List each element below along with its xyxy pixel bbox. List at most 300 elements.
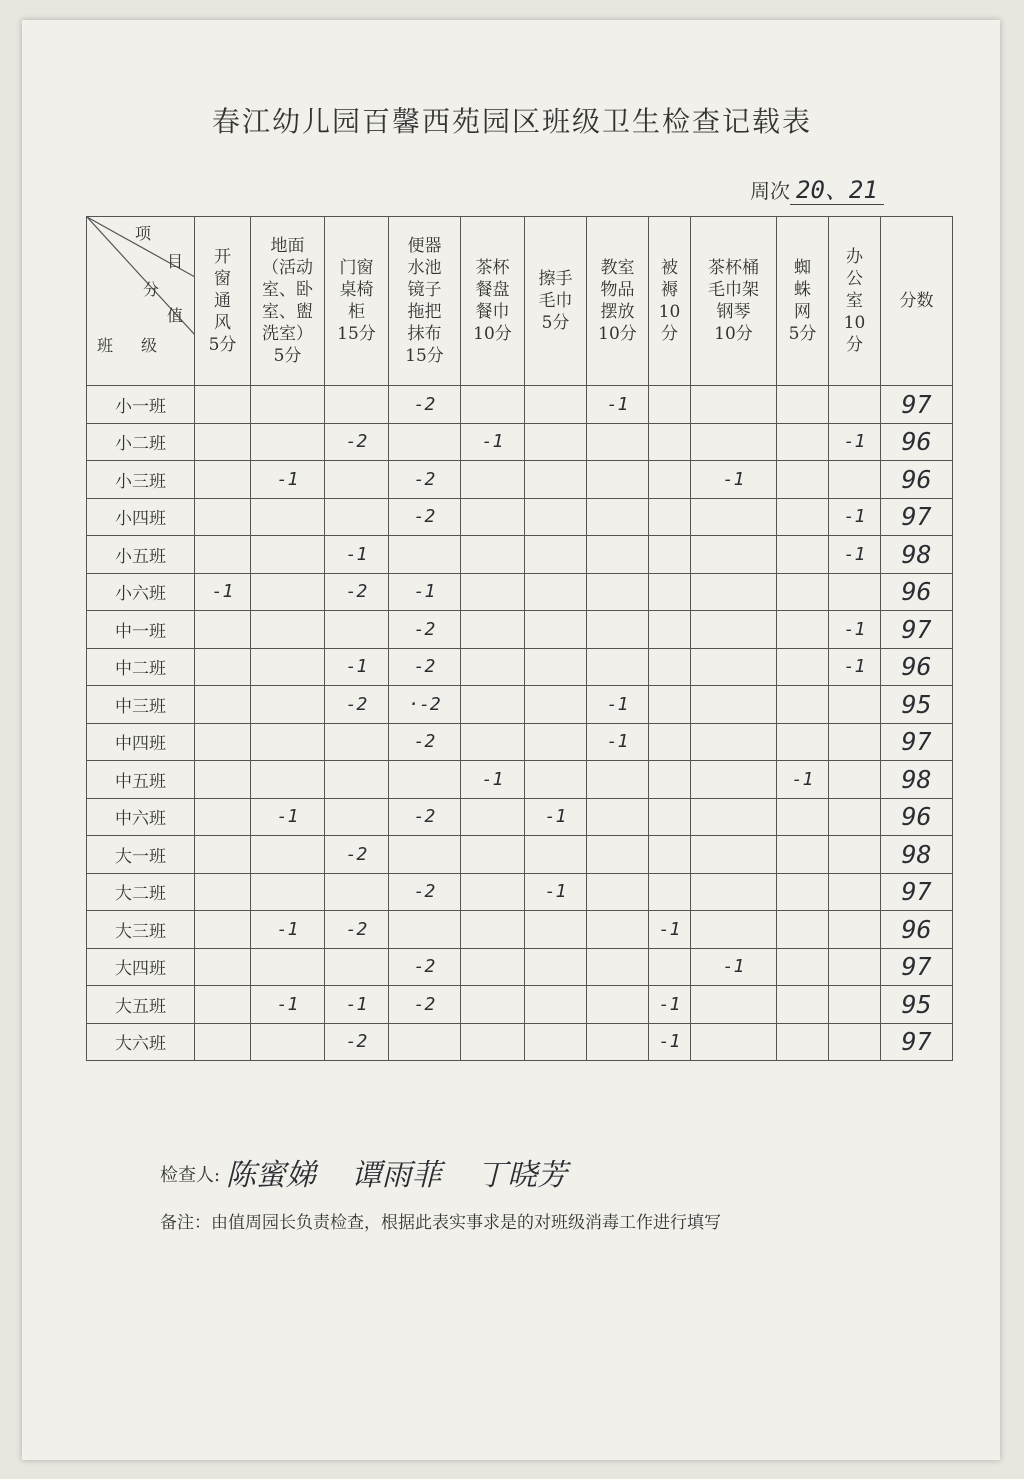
deduction-cell [777,498,829,536]
deduction-cell [691,611,777,649]
deduction-cell [389,836,461,874]
deduction-cell: -2 [325,911,389,949]
deduction-cell [251,873,325,911]
column-header-line: 洗室） [262,324,313,344]
deduction-cell [325,611,389,649]
column-header-line: 镜子 [407,280,442,300]
deduction-cell: -1 [325,986,389,1024]
deduction-cell: ·-2 [389,686,461,724]
deduction-cell: -2 [389,386,461,424]
deduction-cell: -2 [389,798,461,836]
deduction-cell [829,573,881,611]
deduction-cell: -2 [389,723,461,761]
deduction-cell [777,536,829,574]
class-name-cell: 中四班 [87,723,195,761]
class-name-cell: 小二班 [87,423,195,461]
deduction-cell [829,798,881,836]
deduction-cell: -2 [389,461,461,499]
score-cell: 96 [881,798,953,836]
deduction-cell [525,761,587,799]
deduction-cell [829,1023,881,1061]
deduction-cell [195,648,251,686]
score-cell: 96 [881,461,953,499]
column-header-line: 桌椅 [339,280,374,300]
column-header-line: 擦手 [538,269,573,289]
class-name-cell: 小六班 [87,573,195,611]
deduction-cell [649,836,691,874]
column-header-line: 窗 [214,269,231,289]
deduction-cell: -1 [325,648,389,686]
corner-ban: 班 [97,336,114,355]
score-cell: 96 [881,648,953,686]
deduction-cell [649,648,691,686]
deduction-cell [461,948,525,986]
deduction-cell [389,911,461,949]
score-cell: 97 [881,723,953,761]
corner-mu: 目 [167,252,184,271]
deduction-cell [195,723,251,761]
deduction-cell [195,461,251,499]
column-header-line: 分 [661,324,678,344]
deduction-cell: -1 [461,423,525,461]
deduction-cell: -2 [389,611,461,649]
deduction-cell: -2 [389,873,461,911]
remark-note: 备注：由值周园长负责检查，根据此表实事求是的对班级消毒工作进行填写 [160,1213,721,1233]
deduction-cell [691,498,777,536]
deduction-cell [195,836,251,874]
class-name-cell: 小四班 [87,498,195,536]
table-row [87,986,953,1024]
deduction-cell: -1 [587,386,649,424]
deduction-cell [829,911,881,949]
deduction-cell [777,1023,829,1061]
deduction-cell [587,761,649,799]
deduction-cell [251,648,325,686]
table-row [87,461,953,499]
deduction-cell [389,536,461,574]
score-cell: 96 [881,911,953,949]
deduction-cell [829,723,881,761]
class-name-cell: 中一班 [87,611,195,649]
deduction-cell [251,836,325,874]
deduction-cell [251,611,325,649]
week-field [750,170,884,205]
score-cell: 97 [881,948,953,986]
deduction-cell: -1 [587,723,649,761]
deduction-cell [649,611,691,649]
week-label: 周次 [750,179,790,203]
deduction-cell [691,423,777,461]
column-header-c9 [691,217,777,386]
score-cell: 95 [881,986,953,1024]
deduction-cell [691,986,777,1024]
column-header-c2 [251,217,325,386]
deduction-cell [461,986,525,1024]
deduction-cell [777,986,829,1024]
deduction-cell [829,986,881,1024]
column-header-line: 毛巾架 [708,280,759,300]
score-cell: 97 [881,1023,953,1061]
deduction-cell [691,386,777,424]
column-header-line: 5分 [788,324,817,344]
column-header-line: 5分 [208,335,237,355]
table-row [87,536,953,574]
deduction-cell [829,873,881,911]
deduction-cell [461,536,525,574]
deduction-cell: -1 [251,461,325,499]
deduction-cell [325,761,389,799]
column-header-line: 柜 [348,302,365,322]
table-row [87,911,953,949]
deduction-cell [691,686,777,724]
class-name-cell: 大三班 [87,911,195,949]
page-title: 春江幼儿园百馨西苑园区班级卫生检查记载表 [211,105,812,138]
deduction-cell [829,686,881,724]
table-row [87,423,953,461]
column-header-line: 分数 [899,291,934,311]
inspectors-label: 检查人: [160,1165,221,1186]
deduction-cell: -2 [325,836,389,874]
column-header-c8 [649,217,691,386]
column-header-line: 室 [846,291,863,311]
deduction-cell [587,498,649,536]
deduction-cell [461,1023,525,1061]
deduction-cell: -1 [649,986,691,1024]
deduction-cell [587,536,649,574]
deduction-cell [777,836,829,874]
deduction-cell: -2 [325,423,389,461]
deduction-cell: -1 [587,686,649,724]
deduction-cell [777,911,829,949]
deduction-cell [251,498,325,536]
deduction-cell [389,423,461,461]
deduction-cell [649,873,691,911]
deduction-cell [777,873,829,911]
table-row [87,873,953,911]
score-cell: 98 [881,836,953,874]
deduction-cell [389,761,461,799]
deduction-cell [587,423,649,461]
table-row [87,611,953,649]
deduction-cell: -1 [325,536,389,574]
deduction-cell [587,948,649,986]
column-header-line: 公 [846,269,863,289]
deduction-cell [195,423,251,461]
deduction-cell: -1 [649,911,691,949]
deduction-cell [691,648,777,686]
deduction-cell [649,498,691,536]
column-header-line: 餐盘 [475,280,510,300]
deduction-cell [829,386,881,424]
deduction-cell: -1 [829,648,881,686]
deduction-cell [195,386,251,424]
table-row [87,798,953,836]
deduction-cell [325,948,389,986]
column-header-line: 风 [214,313,231,333]
deduction-cell [195,686,251,724]
deduction-cell: -1 [829,423,881,461]
deduction-cell: -1 [251,911,325,949]
score-cell: 97 [881,386,953,424]
deduction-cell [649,948,691,986]
column-header-c10 [777,217,829,386]
deduction-cell: -1 [251,986,325,1024]
deduction-cell [251,1023,325,1061]
score-cell: 98 [881,536,953,574]
deduction-cell [829,836,881,874]
deduction-cell [461,723,525,761]
deduction-cell [525,911,587,949]
deduction-cell [649,536,691,574]
header-row [87,217,953,386]
deduction-cell [325,873,389,911]
column-header-line: 茶杯桶 [708,258,759,278]
column-header-line: 褥 [661,280,678,300]
class-name-cell: 小一班 [87,386,195,424]
deduction-cell [587,836,649,874]
deduction-cell [525,611,587,649]
deduction-cell [777,723,829,761]
deduction-cell: -1 [777,761,829,799]
deduction-cell [461,573,525,611]
class-name-cell: 中三班 [87,686,195,724]
deduction-cell [461,911,525,949]
column-header-line: 开 [214,247,231,267]
deduction-cell: -1 [829,536,881,574]
column-header-line: 门窗 [339,258,374,278]
deduction-cell [325,798,389,836]
deduction-cell: -2 [325,573,389,611]
deduction-cell [461,611,525,649]
deduction-cell [649,761,691,799]
deduction-cell [587,611,649,649]
deduction-cell [195,761,251,799]
deduction-cell [461,836,525,874]
deduction-cell: -2 [325,1023,389,1061]
deduction-cell [251,723,325,761]
deduction-cell [525,536,587,574]
deduction-cell [325,461,389,499]
column-header-line: 教室 [600,258,635,278]
class-name-cell: 大二班 [87,873,195,911]
deduction-cell [691,1023,777,1061]
deduction-cell [777,386,829,424]
column-header-line: 室、盥 [262,302,313,322]
deduction-cell: -1 [461,761,525,799]
column-header-line: 办 [846,247,863,267]
deduction-cell [325,723,389,761]
deduction-cell [777,948,829,986]
column-header-line: 10分 [473,324,512,344]
deduction-cell [777,423,829,461]
deduction-cell [691,798,777,836]
column-header-c6 [525,217,587,386]
deduction-cell [461,498,525,536]
column-header-line: 抹布 [407,324,442,344]
table-row [87,723,953,761]
class-name-cell: 大一班 [87,836,195,874]
column-header-line: 拖把 [407,302,442,322]
column-header-c3 [325,217,389,386]
score-cell: 96 [881,573,953,611]
deduction-cell [691,873,777,911]
deduction-cell [525,386,587,424]
deduction-cell [649,386,691,424]
deduction-cell [195,498,251,536]
score-cell: 97 [881,498,953,536]
deduction-cell [525,836,587,874]
week-value: 20、21 [790,176,884,205]
table-row [87,1023,953,1061]
column-header-line: 15分 [405,346,444,366]
deduction-cell [777,573,829,611]
deduction-cell [649,423,691,461]
deduction-cell [461,461,525,499]
deduction-cell [777,686,829,724]
deduction-cell [525,686,587,724]
column-header-line: （活动 [262,258,313,278]
deduction-cell [777,648,829,686]
table-row [87,761,953,799]
signature: 丁晓芳 [477,1158,568,1193]
deduction-cell [777,798,829,836]
signature: 谭雨菲 [351,1158,442,1193]
column-header-line: 蜘 [794,258,811,278]
column-header-line: 物品 [600,280,635,300]
deduction-cell [525,423,587,461]
deduction-cell [649,723,691,761]
deduction-cell [251,686,325,724]
deduction-cell [461,873,525,911]
deduction-cell [691,911,777,949]
deduction-cell [525,948,587,986]
corner-fen: 分 [143,280,160,299]
deduction-cell: -1 [389,573,461,611]
deduction-cell [829,761,881,799]
deduction-cell [587,648,649,686]
column-header-line: 通 [214,291,231,311]
deduction-cell [587,986,649,1024]
table-row [87,498,953,536]
deduction-cell: -1 [691,948,777,986]
column-header-c11 [829,217,881,386]
deduction-cell: -2 [325,686,389,724]
corner-zhi: 值 [167,306,184,325]
table-body [87,386,953,1061]
deduction-cell [649,573,691,611]
table-row [87,686,953,724]
deduction-cell [829,948,881,986]
table-row [87,836,953,874]
deduction-cell [525,648,587,686]
class-name-cell: 大四班 [87,948,195,986]
deduction-cell [195,611,251,649]
table-row [87,386,953,424]
deduction-cell [777,461,829,499]
column-header-line: 10分 [714,324,753,344]
deduction-cell: -2 [389,498,461,536]
score-cell: 96 [881,423,953,461]
deduction-cell [649,461,691,499]
deduction-cell [525,498,587,536]
column-header-line: 室、卧 [262,280,313,300]
deduction-cell [195,986,251,1024]
column-header-line: 网 [794,302,811,322]
signature: 陈蜜娣 [225,1158,316,1193]
column-header-c5 [461,217,525,386]
column-header-line: 茶杯 [475,258,510,278]
column-header-line: 餐巾 [475,302,510,322]
deduction-cell: -1 [829,611,881,649]
deduction-cell [525,723,587,761]
deduction-cell [587,911,649,949]
deduction-cell [691,836,777,874]
deduction-cell [195,536,251,574]
class-name-cell: 大六班 [87,1023,195,1061]
deduction-cell [195,948,251,986]
deduction-cell [251,948,325,986]
deduction-cell [195,1023,251,1061]
class-name-cell: 中六班 [87,798,195,836]
score-cell: 98 [881,761,953,799]
class-name-cell: 中五班 [87,761,195,799]
deduction-cell: -2 [389,648,461,686]
deduction-cell [587,461,649,499]
deduction-cell [691,723,777,761]
deduction-cell [251,536,325,574]
deduction-cell: -1 [195,573,251,611]
deduction-cell [649,798,691,836]
deduction-cell [251,386,325,424]
score-cell: 95 [881,686,953,724]
column-header-line: 10 [658,302,681,322]
deduction-cell: -2 [389,986,461,1024]
deduction-cell [461,648,525,686]
deduction-cell [525,573,587,611]
column-header-line: 分 [846,335,863,355]
deduction-cell [777,611,829,649]
deduction-cell [829,461,881,499]
deduction-cell [461,686,525,724]
table-row [87,948,953,986]
deduction-cell [587,798,649,836]
column-header-line: 蛛 [794,280,811,300]
column-header-line: 10分 [598,324,637,344]
deduction-cell [195,873,251,911]
deduction-cell [325,386,389,424]
column-header-line: 便器 [407,236,442,256]
column-header-line: 被 [661,258,678,278]
deduction-cell [251,423,325,461]
corner-ji: 级 [141,336,158,355]
deduction-cell: -1 [829,498,881,536]
column-header-c4 [389,217,461,386]
deduction-cell [461,798,525,836]
deduction-cell: -2 [389,948,461,986]
column-header-line: 水池 [407,258,442,278]
deduction-cell [525,986,587,1024]
class-name-cell: 大五班 [87,986,195,1024]
deduction-cell [691,573,777,611]
deduction-cell [587,573,649,611]
column-header-line: 5分 [273,346,302,366]
column-header-line: 地面 [270,236,305,256]
deduction-cell: -1 [525,873,587,911]
column-header-line: 10 [843,313,866,333]
score-cell: 97 [881,873,953,911]
deduction-cell [587,873,649,911]
deduction-cell [389,1023,461,1061]
